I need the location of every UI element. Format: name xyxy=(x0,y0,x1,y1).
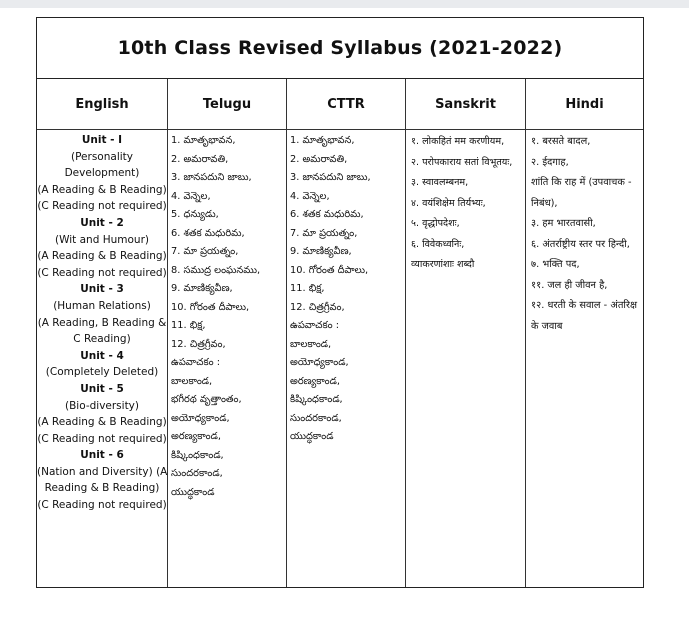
header-english: English xyxy=(75,96,129,112)
unit-detail: (Completely Deleted) xyxy=(45,366,159,379)
telugu-lesson-item: అయోధ్యకాండ, xyxy=(171,412,230,424)
unit-detail: Reading & B Reading) xyxy=(44,482,160,495)
unit-detail: (C Reading not required) xyxy=(37,200,167,213)
unit-heading: Unit - 5 xyxy=(80,382,124,395)
telugu-lesson-item: 3. జానపదుని జాబు, xyxy=(171,172,252,183)
english-column xyxy=(37,132,167,514)
table-title: 10th Class Revised Syllabus (2021-2022) xyxy=(37,18,643,79)
unit-detail: (Bio-diversity) xyxy=(64,399,139,412)
cttr-lesson-item: యుద్ధకాండ xyxy=(290,431,334,442)
telugu-lesson-item: అరణ్యకాండ, xyxy=(171,431,221,442)
cttr-column xyxy=(287,132,404,447)
hindi-lesson-item: शांति कि राह में (उपवाचक - निबंध), xyxy=(531,177,632,209)
telugu-lesson-item: భగీరథ వృత్తాంతం, xyxy=(171,394,242,405)
cttr-lesson-item: అరణ్యకాండ, xyxy=(290,375,340,387)
unit-detail: (C Reading not required) xyxy=(37,499,167,512)
header-telugu: Telugu xyxy=(202,96,252,112)
sanskrit-lesson-item: २. परोपकाराय सतां विभूतयः, xyxy=(411,156,513,168)
syllabus-table xyxy=(36,17,644,588)
telugu-lesson-item: 7. మా ప్రయత్నం, xyxy=(171,246,239,257)
telugu-lesson-item: 9. మాణిక్యవీణ, xyxy=(171,283,233,294)
telugu-lesson-item: 4. వెన్నెల, xyxy=(171,190,211,202)
telugu-lesson-item: ఉపవాచకం : xyxy=(171,357,220,368)
telugu-lesson-item: 10. గోరంత దీపాలు, xyxy=(171,301,250,313)
hindi-column xyxy=(526,132,643,337)
sanskrit-lesson-item: ५. वृद्धोपदेशः, xyxy=(411,218,460,229)
telugu-lesson-item: 1. మాతృభావన, xyxy=(171,135,236,146)
unit-detail: (C Reading not required) xyxy=(37,432,167,445)
sanskrit-lesson-item: ३. स्वावलम्बनम, xyxy=(411,177,469,188)
cttr-lesson-item: 6. శతక మధురిమ, xyxy=(290,209,364,220)
telugu-lesson-item: 12. చిత్రగ్రీవం, xyxy=(171,338,226,350)
cttr-lesson-item: 3. జానపదుని జాబు, xyxy=(290,172,371,183)
cttr-lesson-item: 4. వెన్నెల, xyxy=(290,190,330,202)
cttr-lesson-item: అయోధ్యకాండ, xyxy=(290,357,349,368)
sanskrit-lesson-item: ६. विवेकध्वनिः, xyxy=(411,238,465,250)
telugu-lesson-item: 8. సముద్ర లంఘనము, xyxy=(171,264,261,276)
header-hindi: Hindi xyxy=(565,96,604,112)
unit-detail: (Wit and Humour) xyxy=(55,233,149,246)
cttr-lesson-item: 7. మా ప్రయత్నం, xyxy=(290,227,358,239)
telugu-column xyxy=(168,132,285,502)
unit-detail: (A Reading, B Reading & xyxy=(37,316,167,329)
unit-heading: Unit - I xyxy=(81,134,123,146)
unit-detail: (A Reading & B Reading) xyxy=(37,250,167,263)
cttr-lesson-item: 11. భిక్ష, xyxy=(290,283,325,294)
telugu-lesson-item: 11. భిక్ష, xyxy=(171,320,206,331)
telugu-lesson-item: కిష్కింధకాండ, xyxy=(171,449,224,461)
cttr-lesson-item: బాలకాండ, xyxy=(290,338,332,350)
cttr-lesson-item: 1. మాతృభావన, xyxy=(290,135,355,146)
hindi-lesson-item: २. ईदगाह, xyxy=(531,156,569,168)
telugu-lesson-item: యుద్ధకాండ xyxy=(171,486,215,498)
sanskrit-lesson-item: ४. वयंशिक्षेम तिर्यभ्यः, xyxy=(411,197,486,209)
header-divider xyxy=(37,129,643,130)
sanskrit-lesson-item: १. लोकहितं मम करणीयम, xyxy=(411,136,505,147)
top-band xyxy=(0,0,689,8)
unit-heading: Unit - 2 xyxy=(80,216,124,229)
unit-detail: (C Reading not required) xyxy=(37,266,167,279)
hindi-lesson-item: १. बरसते बादल, xyxy=(531,136,591,147)
unit-detail: (A Reading & B Reading) xyxy=(37,416,167,429)
unit-detail: (Personality xyxy=(71,150,133,163)
telugu-lesson-item: సుందరకాండ, xyxy=(171,468,223,479)
header-cttr: CTTR xyxy=(327,96,365,112)
hindi-lesson-item: ७. भक्ति पद, xyxy=(531,259,580,270)
unit-detail: (Human Relations) xyxy=(53,299,151,312)
unit-detail: Development) xyxy=(64,167,140,180)
cttr-lesson-item: సుందరకాండ, xyxy=(290,412,342,424)
unit-heading: Unit - 3 xyxy=(80,283,124,296)
cttr-lesson-item: 10. గోరంత దీపాలు, xyxy=(290,264,369,276)
telugu-lesson-item: 6. శతక మధురిమ, xyxy=(171,227,245,239)
unit-detail: (A Reading & B Reading) xyxy=(37,183,167,196)
cttr-lesson-item: ఉపవాచకం : xyxy=(290,320,339,331)
hindi-lesson-item: ६. अंतर्राष्ट्रीय स्तर पर हिन्दी, xyxy=(531,238,630,250)
cttr-lesson-item: 9. మాణిక్యవీణ, xyxy=(290,246,352,257)
telugu-lesson-item: 2. అమరావతి, xyxy=(171,153,229,165)
unit-heading: Unit - 4 xyxy=(80,349,124,362)
header-sanskrit: Sanskrit xyxy=(435,96,496,112)
cttr-lesson-item: కిష్కింధకాండ, xyxy=(290,394,343,405)
cttr-lesson-item: 2. అమరావతి, xyxy=(290,153,348,165)
sanskrit-column xyxy=(406,132,525,276)
cttr-lesson-item: 12. చిత్రగ్రీవం, xyxy=(290,301,345,313)
hindi-lesson-item: ११. जल ही जीवन है, xyxy=(531,279,608,291)
telugu-lesson-item: బాలకాండ, xyxy=(171,375,213,387)
telugu-lesson-item: 5. ధన్యుడు, xyxy=(171,209,219,220)
unit-detail: C Reading) xyxy=(73,333,131,346)
hindi-lesson-item: ३. हम भारतवासी, xyxy=(531,218,596,229)
unit-detail: (Nation and Diversity) (A xyxy=(37,465,168,478)
hindi-lesson-item: १२. धरती के सवाल - अंतरिक्ष के जवाब xyxy=(531,300,637,332)
unit-heading: Unit - 6 xyxy=(80,449,124,462)
sanskrit-lesson-item: व्याकरणांशाः शब्दौ xyxy=(411,259,475,270)
